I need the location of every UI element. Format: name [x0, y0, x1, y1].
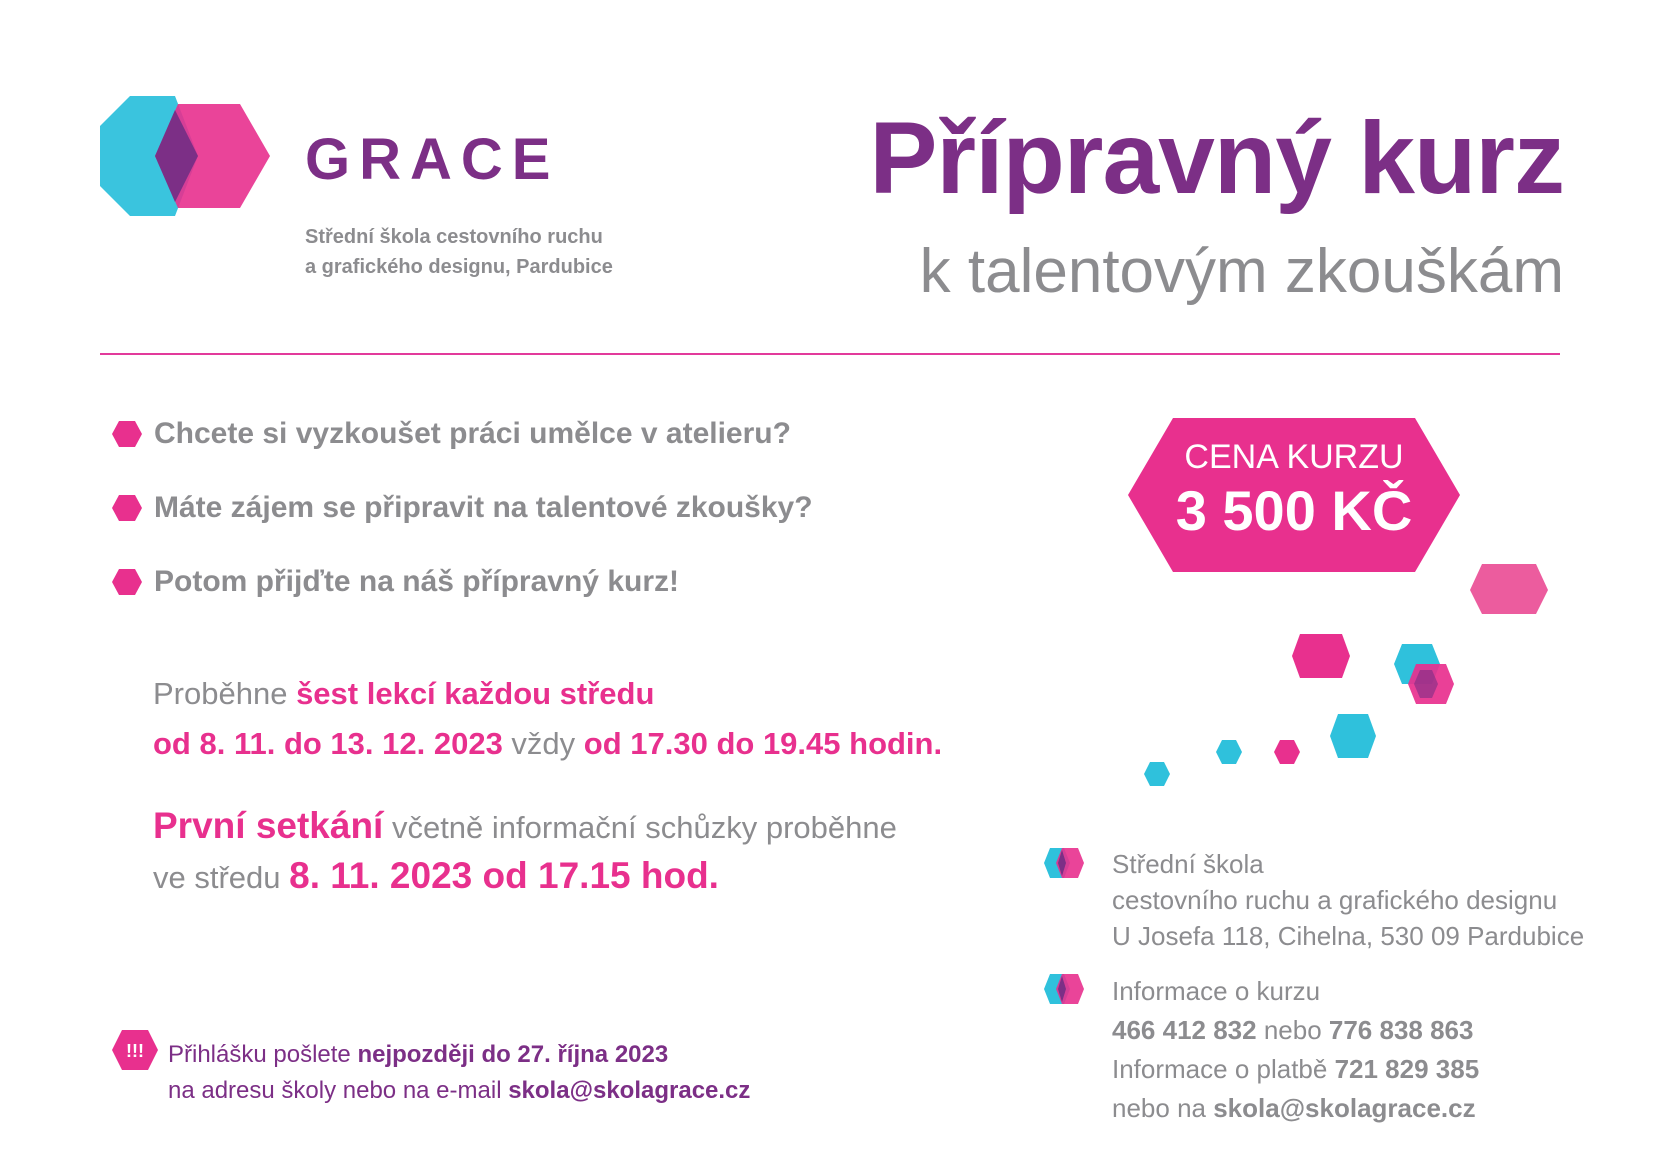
payment-phone[interactable]: 721 829 385 [1334, 1054, 1480, 1084]
school-subtitle [305, 222, 613, 282]
page-title: Přípravný kurz [869, 101, 1564, 215]
school-line-1: Střední škola cestovního ruchu [305, 226, 603, 248]
phone-number[interactable]: 776 838 863 [1328, 1015, 1474, 1045]
info-payment: Informace o platbě 721 829 385 [1112, 1054, 1480, 1084]
brand-name: GRACE [305, 127, 560, 192]
question-text: Máte zájem se připravit na talentové zkoušky? [154, 491, 813, 524]
phone-number[interactable]: 466 412 832 [1112, 1015, 1257, 1045]
price-label: CENA KURZU [1184, 438, 1404, 476]
email-link[interactable]: skola@skolagrace.cz [1213, 1093, 1476, 1123]
schedule-line-2: od 8. 11. do 13. 12. 2023 vždy od 17.30 do 19.45 hodin. [153, 726, 943, 761]
question-item [112, 562, 679, 602]
divider [100, 353, 1560, 355]
location-icon [1044, 848, 1092, 878]
grace-logo-icon [100, 96, 280, 216]
question-item [112, 488, 813, 528]
decorative-hexagons [1130, 552, 1550, 792]
question-text: Potom přijďte na náš přípravný kurz! [154, 565, 679, 598]
price-value: 3 500 KČ [1175, 479, 1413, 542]
info-title: Informace o kurzu [1112, 976, 1321, 1006]
question-item [112, 414, 791, 454]
hexagon-bullet-icon [112, 421, 142, 447]
page-subtitle: k talentovým zkouškám [919, 237, 1564, 306]
note-line-2: na adresu školy nebo na e-mail skola@skolagrace.cz [168, 1077, 751, 1104]
school-line-2: a grafického designu, Pardubice [305, 256, 613, 278]
hexagon-bullet-icon [112, 569, 142, 595]
course-info [1112, 972, 1479, 1128]
schedule-line-1: Proběhne šest lekcí každou středu [153, 676, 655, 711]
hexagon-bullet-icon [112, 495, 142, 521]
question-text: Chcete si vyzkoušet práci umělce v atelieru? [154, 417, 791, 450]
school-address [1112, 846, 1584, 954]
email-link[interactable]: skola@skolagrace.cz [508, 1077, 751, 1104]
address-line-2: cestovního ruchu a grafického designu [1112, 885, 1558, 915]
address-line-3: U Josefa 118, Cihelna, 530 09 Pardubice [1112, 921, 1585, 951]
note-line-1: Přihlášku pošlete nejpozději do 27. října 2023 [168, 1041, 669, 1068]
info-phones: 466 412 832 nebo 776 838 863 [1112, 1015, 1474, 1045]
alert-icon [112, 1030, 158, 1070]
info-icon [1044, 974, 1092, 1004]
info-email: nebo na skola@skolagrace.cz [1112, 1093, 1476, 1123]
registration-note [168, 1037, 750, 1109]
first-meeting-line-1: První setkání včetně informační schůzky proběhne [153, 805, 897, 846]
first-meeting-line-2: ve středu 8. 11. 2023 od 17.15 hod. [153, 855, 719, 896]
svg-text:!!!: !!! [126, 1041, 144, 1061]
address-line-1: Střední škola [1112, 849, 1264, 879]
